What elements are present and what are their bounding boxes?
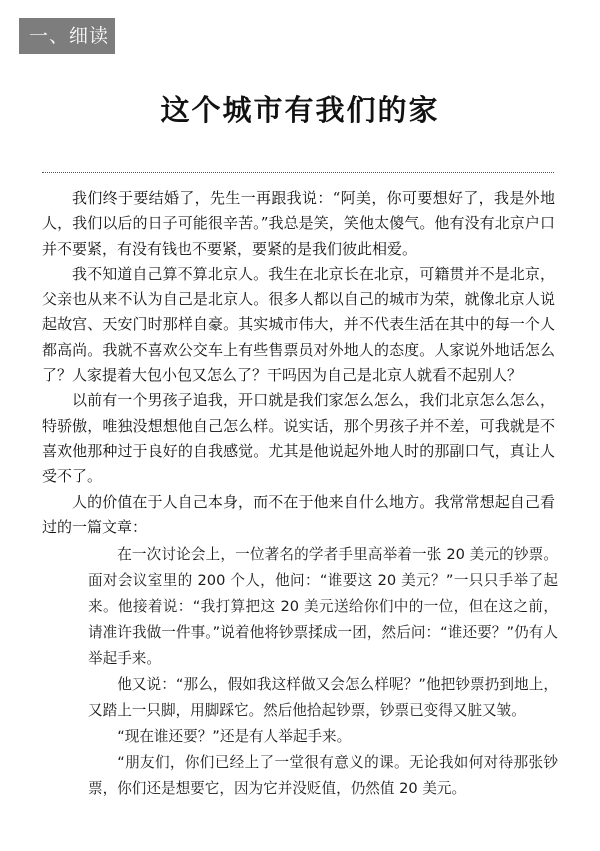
paragraph: 以前有一个男孩子追我，开口就是我们家怎么怎么，我们北京怎么怎么，特骄傲，唯独没想想他自己怎么样。说实话，那个男孩子并不差，可我就是不喜欢他那种过于良好的自我感觉。尤其是他说起外地人时的那副口气，真让人受不了。 bbox=[42, 391, 555, 486]
dotted-divider bbox=[42, 172, 554, 173]
quote-paragraph: 他又说：“那么，假如我这样做又会怎么样呢？”他把钞票扔到地上，又踏上一只脚，用脚踩它。然后他拾起钞票，钞票已变得又脏又皱。 bbox=[88, 676, 558, 720]
quoted-article bbox=[88, 542, 558, 802]
paragraph: 我们终于要结婚了，先生一再跟我说：“阿美，你可要想好了，我是外地人，我们以后的日子可能很辛苦。”我总是笑，笑他太傻气。他有没有北京户口并不要紧，有没有钱也不要紧，要紧的是我们彼此相爱。 bbox=[42, 189, 555, 258]
quote-paragraph: 在一次讨论会上，一位著名的学者手里高举着一张 20 美元的钞票。面对会议室里的 200 个人，他问：“谁要这 20 美元？”一只只手举了起来。他接着说：“我打算把这 20 美元送给你们中的一位，但在这之前，请准许我做一件事。”说着他将钞票揉成一团，然后问：“谁还要？”仍有人举起手来。 bbox=[88, 546, 558, 668]
article-body bbox=[42, 186, 558, 802]
quote-paragraph: “现在谁还要？”还是有人举起手来。 bbox=[117, 728, 352, 746]
article-title: 这个城市有我们的家 bbox=[160, 93, 440, 127]
section-tag: 一、细读 bbox=[19, 18, 115, 54]
paragraph: 我不知道自己算不算北京人。我生在北京长在北京，可籍贯并不是北京，父亲也从来不认为自己是北京人。很多人都以自己的城市为荣，就像北京人说起故宫、天安门时那样自豪。其实城市伟大，并不代表生活在其中的每一个人都高尚。我就不喜欢公交车上有些售票员对外地人的态度。人家说外地话怎么了？人家提着大包小包又怎么了？干吗因为自己是北京人就看不起别人？ bbox=[42, 264, 555, 385]
quote-paragraph: “朋友们，你们已经上了一堂很有意义的课。无论我如何对待那张钞票，你们还是想要它，因为它并没贬值，仍然值 20 美元。 bbox=[88, 754, 558, 798]
paragraph: 人的价值在于人自己本身，而不在于他来自什么地方。我常常想起自己看过的一篇文章： bbox=[42, 492, 555, 536]
